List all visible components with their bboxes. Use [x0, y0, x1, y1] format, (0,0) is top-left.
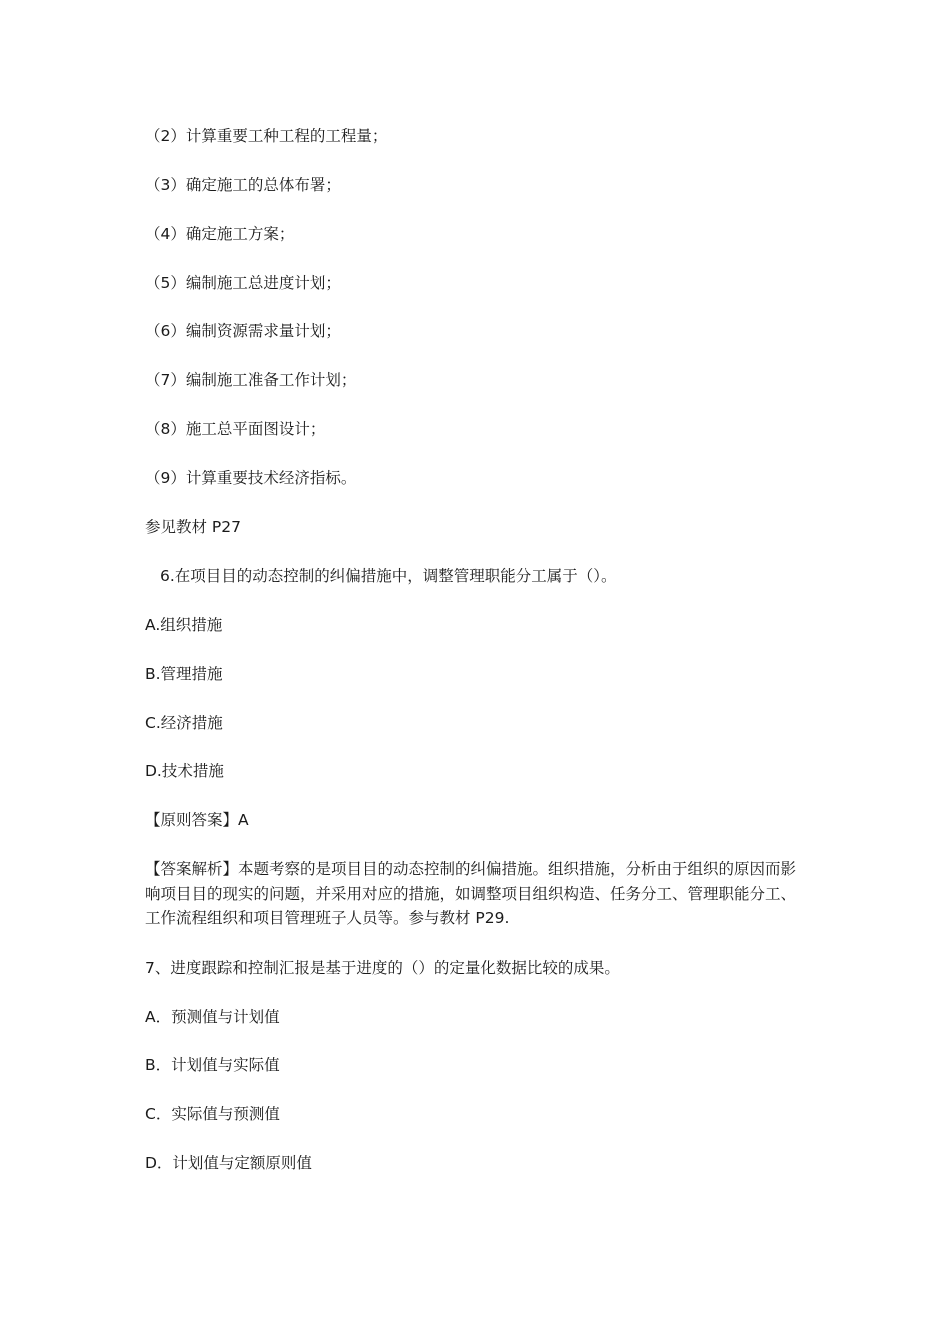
q7-option-c: C．实际值与预测值 — [145, 1105, 280, 1123]
q6-option-d: D.技术措施 — [145, 762, 224, 780]
question-7: 7、进度跟踪和控制汇报是基于进度的（）的定量化数据比较的成果。 — [145, 959, 620, 977]
q7-option-b: B．计划值与实际值 — [145, 1056, 280, 1074]
q6-option-b: B.管理措施 — [145, 665, 223, 683]
step-6: （6）编制资源需求量计划； — [145, 322, 341, 340]
step-3: （3）确定施工的总体布署； — [145, 176, 341, 194]
question-6: 6.在项目目的动态控制的纠偏措施中，调整管理职能分工属于（）。 — [160, 567, 617, 585]
q7-option-d: D．计划值与定额原则值 — [145, 1154, 312, 1172]
step-2: （2）计算重要工种工程的工程量； — [145, 127, 388, 145]
step-7: （7）编制施工准备工作计划； — [145, 371, 357, 389]
reference-note: 参见教材 P27 — [145, 518, 241, 536]
step-4: （4）确定施工方案； — [145, 225, 295, 243]
q6-option-a: A.组织措施 — [145, 616, 223, 634]
step-9: （9）计算重要技术经济指标。 — [145, 469, 357, 487]
q6-analysis: 【答案解析】本题考察的是项目目的动态控制的纠偏措施。组织措施，分析由于组织的原因而影响项目目的现实的问题，并采用对应的措施，如调整项目组织构造、任务分工、管理职能分工、工作流程组织和项目管理班子人员等。参与教材 P29. — [145, 860, 797, 927]
q7-option-a: A．预测值与计划值 — [145, 1008, 280, 1026]
q6-option-c: C.经济措施 — [145, 714, 223, 732]
q6-answer: 【原则答案】A — [145, 811, 249, 829]
step-8: （8）施工总平面图设计； — [145, 420, 326, 438]
step-5: （5）编制施工总进度计划； — [145, 274, 341, 292]
